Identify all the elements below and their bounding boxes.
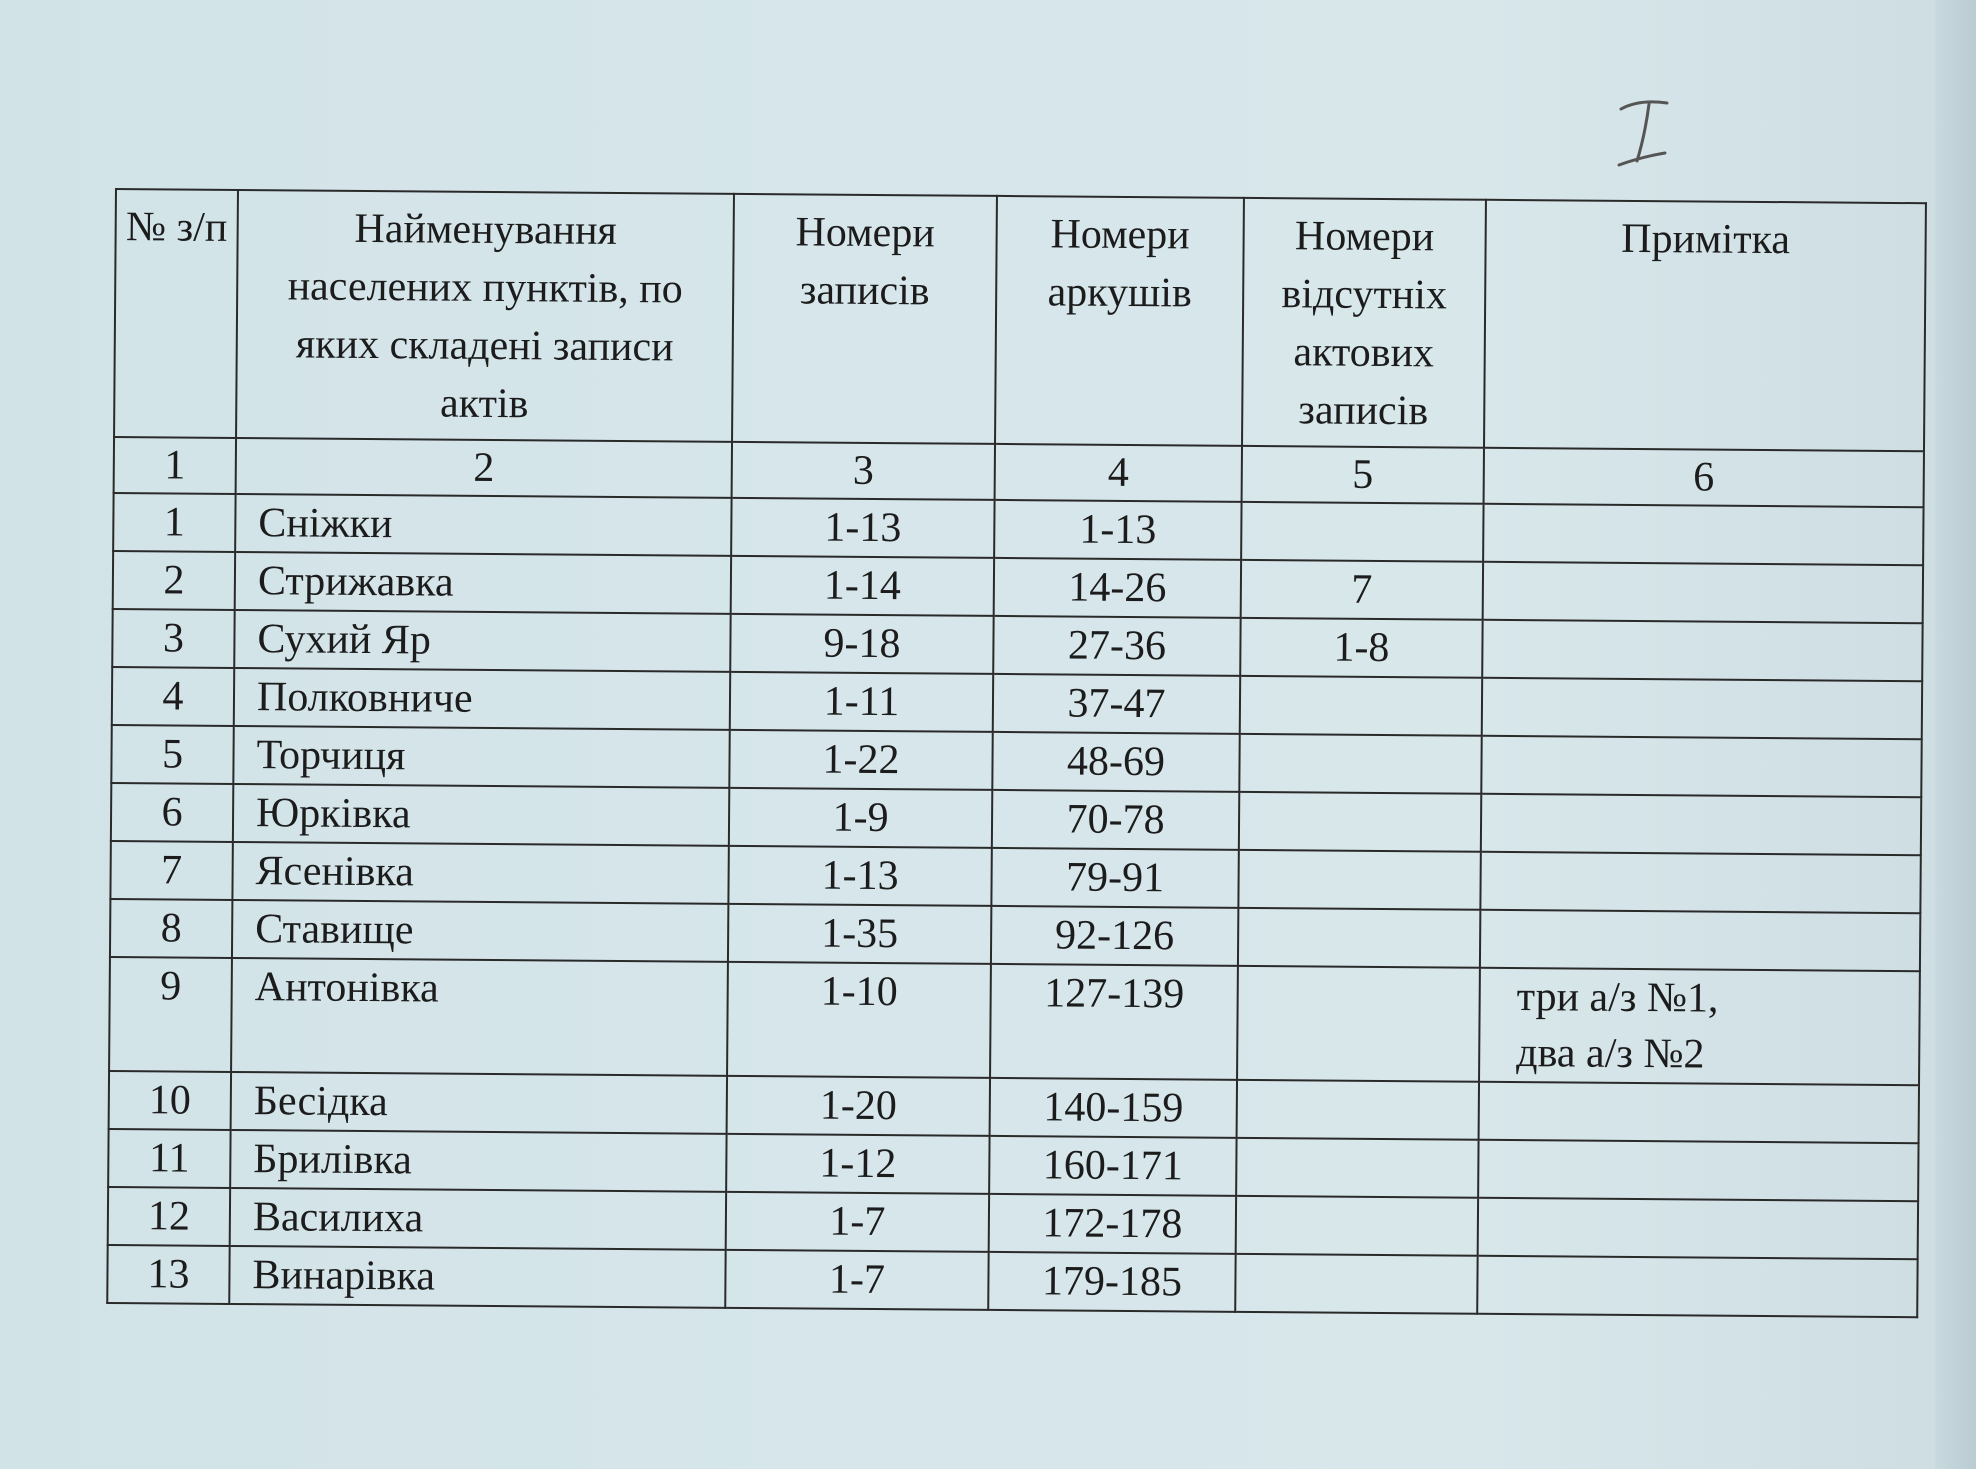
row-number: 4 [112,667,234,726]
column-number: 1 [114,437,236,494]
table-row [109,957,1920,1085]
missing-records [1240,676,1482,736]
record-numbers: 9-18 [730,614,993,674]
row-number: 7 [110,841,232,900]
record-numbers: 1-11 [730,672,993,732]
header-record-numbers: Номери записів [732,194,997,444]
record-numbers: 1-7 [726,1192,989,1252]
note-cell [1479,968,1920,1085]
missing-records: 7 [1241,560,1483,620]
row-number: 5 [111,725,233,784]
record-numbers: 1-14 [731,556,994,616]
record-numbers: 1-20 [727,1076,990,1136]
note-cell [1479,1082,1919,1143]
row-number: 11 [108,1129,230,1188]
settlement-name: Антонівка [231,958,728,1076]
row-number: 6 [111,783,233,842]
row-number: 8 [110,899,232,958]
note-cell [1477,1256,1917,1317]
handwritten-page-mark [1615,95,1675,175]
sheet-numbers: 27-36 [993,616,1240,676]
missing-records: 1-8 [1240,618,1482,678]
record-numbers: 1-22 [729,730,992,790]
records-body [107,493,1923,1317]
paper-edge [1935,0,1976,1469]
record-numbers: 1-35 [728,904,991,964]
note-cell [1481,736,1921,797]
column-number: 2 [236,438,732,498]
header-settlement-name: Найменування населених пунктів, по яких складені записи актів [236,190,734,442]
note-cell [1478,1198,1918,1259]
missing-records [1237,966,1480,1082]
header-number: № з/п [114,189,238,438]
record-numbers: 1-13 [728,846,991,906]
sheet-numbers: 1-13 [994,500,1241,560]
row-number: 1 [113,493,235,552]
note-cell [1478,1140,1918,1201]
record-numbers: 1-12 [726,1134,989,1194]
header-missing-records: Номери відсутніх актових записів [1242,198,1486,448]
settlement-name: Стрижавка [235,552,731,614]
record-numbers: 1-13 [731,498,994,558]
missing-records [1235,1254,1477,1314]
sheet-numbers: 172-178 [989,1194,1236,1254]
note-cell [1481,794,1921,855]
sheet-numbers: 14-26 [994,558,1241,618]
header-sheet-numbers: Номери аркушів [995,196,1244,446]
row-number: 13 [107,1245,229,1304]
settlement-name: Ставище [232,900,728,962]
header-note: Примітка [1484,200,1926,451]
settlement-name: Полковниче [234,668,730,730]
note-cell [1483,504,1923,565]
missing-records [1239,734,1481,794]
record-numbers: 1-10 [727,962,991,1078]
missing-records [1238,908,1480,968]
missing-records [1241,502,1483,562]
sheet-numbers: 48-69 [992,732,1239,792]
settlement-name: Винарівка [229,1246,725,1308]
record-numbers: 1-7 [725,1250,988,1310]
sheet-numbers: 140-159 [990,1078,1237,1138]
sheet-numbers: 79-91 [991,848,1238,908]
record-numbers: 1-9 [729,788,992,848]
sheet-numbers: 70-78 [992,790,1239,850]
sheet-numbers: 127-139 [990,964,1238,1080]
header-row [114,189,1926,451]
missing-records [1236,1138,1478,1198]
note-cell [1483,562,1923,623]
sheet-numbers: 160-171 [989,1136,1236,1196]
note-cell [1480,910,1920,971]
row-number: 2 [113,551,235,610]
note-cell [1482,620,1922,681]
column-number: 3 [732,442,995,500]
settlement-name: Брилівка [230,1130,726,1192]
sheet-numbers: 179-185 [988,1252,1235,1312]
column-number: 4 [995,444,1242,502]
note-cell [1480,852,1920,913]
sheet-numbers: 37-47 [993,674,1240,734]
missing-records [1239,792,1481,852]
row-number: 10 [109,1071,231,1130]
records-table [106,188,1927,1318]
row-number: 9 [109,957,232,1072]
settlement-name: Василиха [230,1188,726,1250]
note-cell [1482,678,1922,739]
settlement-name: Бесідка [231,1072,727,1134]
column-number: 6 [1484,448,1924,507]
sheet-numbers: 92-126 [991,906,1238,966]
missing-records [1238,850,1480,910]
settlement-name: Юрківка [233,784,729,846]
row-number: 12 [108,1187,230,1246]
missing-records [1236,1196,1478,1256]
settlement-name: Сніжки [235,494,731,556]
note-line: два а/з №2 [1516,1030,1705,1078]
column-number: 5 [1242,446,1484,504]
note-line: три а/з №1, [1516,974,1719,1022]
settlement-name: Торчиця [233,726,729,788]
row-number: 3 [112,609,234,668]
settlement-name: Сухий Яр [234,610,730,672]
settlement-name: Ясенівка [232,842,728,904]
missing-records [1237,1080,1479,1140]
